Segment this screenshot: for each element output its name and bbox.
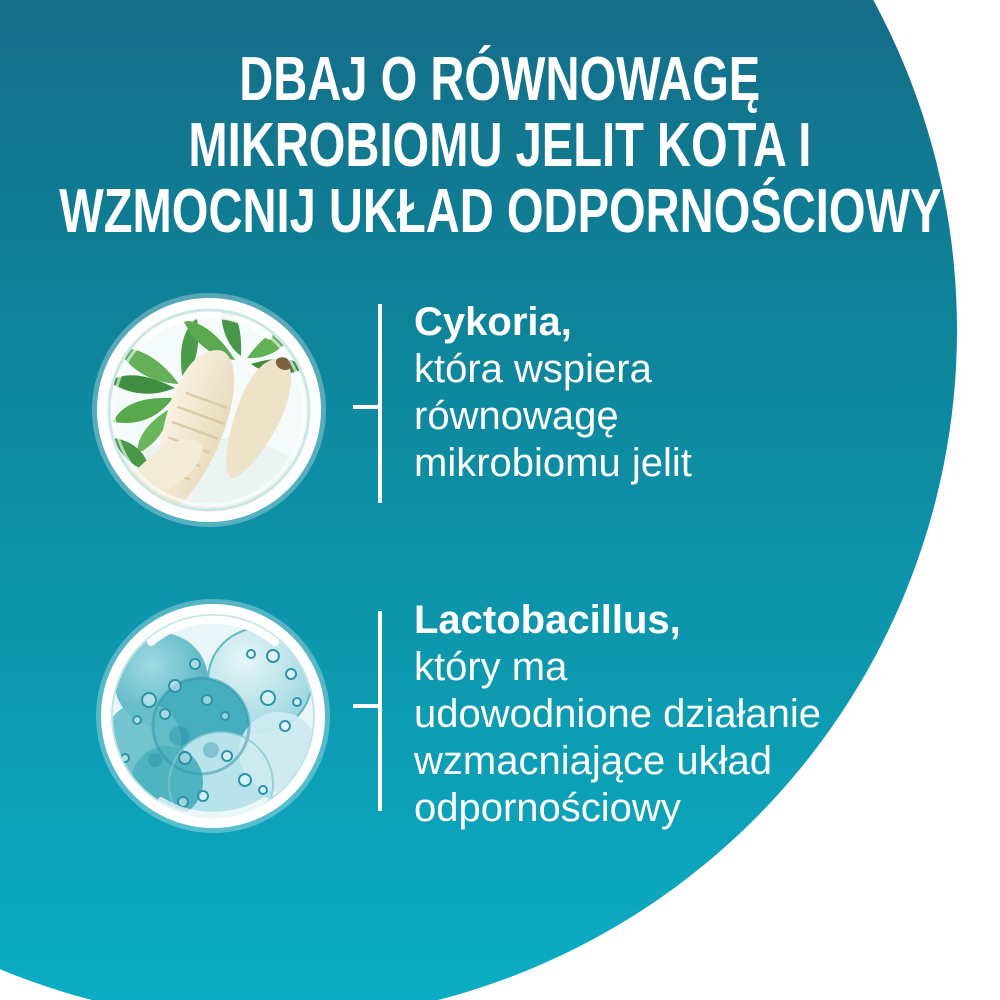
separator-line-1 <box>378 304 382 503</box>
item-line: odpornościowy <box>414 786 681 830</box>
page-title <box>0 47 1000 245</box>
item-line: wzmacniające układ <box>414 739 772 783</box>
chicory-roots-photo <box>89 290 329 530</box>
feature-text-lactobacillus <box>414 597 821 832</box>
item-heading: Cykoria, <box>414 300 572 344</box>
item-line: która wspiera <box>414 347 652 391</box>
item-line: udowodnione działanie <box>414 692 821 736</box>
item-line: mikrobiomu jelit <box>414 441 692 485</box>
lactobacillus-bubbles-photo <box>93 596 333 836</box>
separator-tick-1 <box>353 405 380 409</box>
title-line-1: DBAJ O RÓWNOWAGĘ <box>239 45 761 114</box>
item-line: równowagę <box>414 394 619 438</box>
feature-text-cykoria <box>414 299 692 487</box>
title-line-2: MIKROBIOMU JELIT KOTA I <box>188 111 812 180</box>
separator-line-2 <box>378 611 382 811</box>
item-heading: Lactobacillus, <box>414 598 681 642</box>
title-line-3: WZMOCNIJ UKŁAD ODPORNOŚCIOWY <box>58 177 942 246</box>
separator-tick-2 <box>353 704 380 708</box>
item-line: który ma <box>414 645 568 689</box>
